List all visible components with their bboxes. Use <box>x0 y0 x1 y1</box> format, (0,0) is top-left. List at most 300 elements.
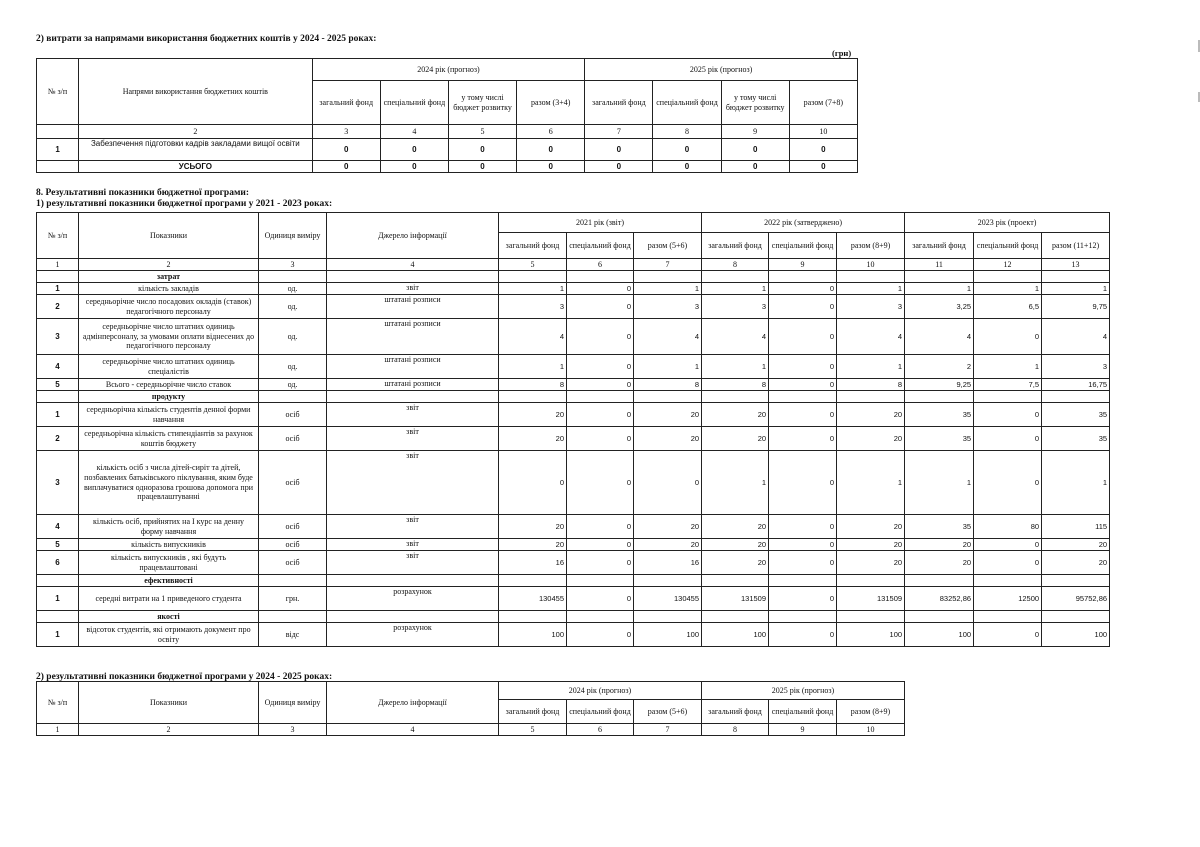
col-unit-header: Одиниця виміру <box>259 213 327 259</box>
total-value: 0 <box>789 161 857 173</box>
column-index: 12 <box>974 259 1042 271</box>
table-row <box>37 403 1110 427</box>
value-cell: 20 <box>905 539 974 551</box>
total-value: 0 <box>653 161 721 173</box>
unit-cell: осіб <box>259 539 327 551</box>
value-cell: 20 <box>634 539 702 551</box>
value-cell: 3 <box>837 295 905 319</box>
empty-cell <box>499 611 567 623</box>
value-cell: 1 <box>974 283 1042 295</box>
indicator-name: кількість осіб з числа дітей-сиріт та дітей, позбавлених батьківського піклування, яким буде виплачуватися одноразова грошова допомога при працевлаштуванні <box>79 451 259 515</box>
table-row <box>37 451 1110 515</box>
unit-cell: од. <box>259 283 327 295</box>
year-2025-header: 2025 рік (прогноз) <box>585 59 858 81</box>
value-cell: 0 <box>567 379 634 391</box>
value-cell: 35 <box>905 515 974 539</box>
indicator-name: середньорічна кількість стипендіантів за рахунок коштів бюджету <box>79 427 259 451</box>
value-cell: 4 <box>837 319 905 355</box>
s8-body <box>37 271 1110 647</box>
value-cell: 35 <box>905 403 974 427</box>
value-cell: 4 <box>634 319 702 355</box>
col-num-header: № з/п <box>37 59 79 125</box>
empty-cell <box>769 271 837 283</box>
column-index: 7 <box>634 724 702 736</box>
year-2022-header: 2022 рік (затверджено) <box>702 213 905 233</box>
value-cell: 0 <box>974 319 1042 355</box>
column-index: 5 <box>448 125 516 139</box>
empty-cell <box>634 575 702 587</box>
column-index: 7 <box>634 259 702 271</box>
value-cell: 0 <box>769 539 837 551</box>
section2024-subheading: 2) результативні показники бюджетної програми у 2024 - 2025 роках: <box>36 672 333 682</box>
value-cell: 20 <box>837 539 905 551</box>
value-cell: 20 <box>702 515 769 539</box>
total-value: 0 <box>721 161 789 173</box>
indicator-name: середньорічна кількість студентів денної форми навчання <box>79 403 259 427</box>
section8-subheading: 1) результативні показники бюджетної програми у 2021 - 2023 роках: <box>36 199 333 209</box>
indicator-name: кількість закладів <box>79 283 259 295</box>
year-2025-header: 2025 рік (прогноз) <box>702 682 905 700</box>
source-cell: штатані розписи <box>327 319 499 355</box>
value-cell: 0 <box>769 515 837 539</box>
empty-cell <box>905 575 974 587</box>
value-cell: 20 <box>499 403 567 427</box>
value-cell: 20 <box>837 515 905 539</box>
total-value: 0 <box>448 161 516 173</box>
value-cell: 0 <box>789 139 857 161</box>
column-index: 8 <box>653 125 721 139</box>
column-index: 4 <box>380 125 448 139</box>
value-cell: 20 <box>837 551 905 575</box>
value-cell: 4 <box>499 319 567 355</box>
column-index: 9 <box>769 724 837 736</box>
total-value: 0 <box>380 161 448 173</box>
value-cell: 0 <box>634 451 702 515</box>
table-row <box>37 295 1110 319</box>
col-header: спеціальний фонд <box>769 700 837 724</box>
value-cell: 20 <box>702 539 769 551</box>
col-header: разом (11+12) <box>1042 233 1110 259</box>
source-cell: розрахунок <box>327 587 499 611</box>
group-row <box>37 271 1110 283</box>
unit-cell: од. <box>259 319 327 355</box>
indicators-2024-2025-table <box>36 681 905 736</box>
col-header: спеціальний фонд <box>567 233 634 259</box>
unit-cell: осіб <box>259 551 327 575</box>
value-cell: 0 <box>585 139 653 161</box>
table-row <box>37 139 858 161</box>
indicator-name: середньорічне число штатних одиниць адмінперсоналу, за умовами оплати віднесених до педагогічного персоналу <box>79 319 259 355</box>
row-number: 1 <box>37 587 79 611</box>
empty-cell <box>259 575 327 587</box>
value-cell: 8 <box>634 379 702 391</box>
empty-cell <box>974 611 1042 623</box>
column-index: 8 <box>702 259 769 271</box>
total-label: УСЬОГО <box>79 161 313 173</box>
source-cell: звіт <box>327 515 499 539</box>
empty-cell <box>1042 271 1110 283</box>
value-cell: 0 <box>721 139 789 161</box>
total-value: 0 <box>585 161 653 173</box>
source-cell: штатані розписи <box>327 355 499 379</box>
value-cell: 4 <box>1042 319 1110 355</box>
empty-cell <box>327 391 499 403</box>
indicator-name: кількість осіб, прийнятих на I курс на денну форму навчання <box>79 515 259 539</box>
row-number: 2 <box>37 295 79 319</box>
value-cell: 1 <box>702 283 769 295</box>
empty-cell <box>837 391 905 403</box>
value-cell: 0 <box>567 539 634 551</box>
col-header: загальний фонд <box>499 233 567 259</box>
unit-cell: відс <box>259 623 327 647</box>
empty-cell <box>37 391 79 403</box>
value-cell: 0 <box>769 379 837 391</box>
col-num-header: № з/п <box>37 213 79 259</box>
value-cell: 0 <box>974 427 1042 451</box>
value-cell: 20 <box>702 403 769 427</box>
column-index: 1 <box>37 724 79 736</box>
column-index: 5 <box>499 259 567 271</box>
table-row <box>37 379 1110 391</box>
column-index: 2 <box>79 259 259 271</box>
empty-cell <box>37 161 79 173</box>
value-cell: 80 <box>974 515 1042 539</box>
value-cell: 4 <box>702 319 769 355</box>
value-cell: 0 <box>567 515 634 539</box>
value-cell: 20 <box>702 427 769 451</box>
group-title: затрат <box>79 271 259 283</box>
col-source-header: Джерело інформації <box>327 682 499 724</box>
value-cell: 0 <box>974 539 1042 551</box>
value-cell: 0 <box>769 403 837 427</box>
section8-heading: 8. Результативні показники бюджетної програми: <box>36 188 250 198</box>
row-number: 4 <box>37 515 79 539</box>
indicators-2021-2023-table <box>36 212 1110 647</box>
value-cell: 35 <box>1042 427 1110 451</box>
value-cell: 1 <box>1042 451 1110 515</box>
empty-cell <box>327 271 499 283</box>
value-cell: 12500 <box>974 587 1042 611</box>
value-cell: 0 <box>380 139 448 161</box>
value-cell: 4 <box>905 319 974 355</box>
spend-heading: 2) витрати за напрямами використання бюджетних коштів у 2024 - 2025 роках: <box>36 34 377 44</box>
indicator-name: Всього - середньорічне число ставок <box>79 379 259 391</box>
value-cell: 20 <box>634 403 702 427</box>
year-2023-header: 2023 рік (проект) <box>905 213 1110 233</box>
empty-cell <box>769 575 837 587</box>
value-cell: 0 <box>567 355 634 379</box>
row-number: 1 <box>37 139 79 161</box>
value-cell: 9,25 <box>905 379 974 391</box>
col-indicator-header: Показники <box>79 682 259 724</box>
col-header: загальний фонд <box>312 81 380 125</box>
value-cell: 0 <box>974 403 1042 427</box>
empty-cell <box>259 391 327 403</box>
row-number: 5 <box>37 379 79 391</box>
col-indicator-header: Показники <box>79 213 259 259</box>
empty-cell <box>634 391 702 403</box>
value-cell: 0 <box>567 587 634 611</box>
table-row <box>37 539 1110 551</box>
value-cell: 20 <box>905 551 974 575</box>
row-number: 1 <box>37 623 79 647</box>
column-index: 7 <box>585 125 653 139</box>
col-header: разом (5+6) <box>634 700 702 724</box>
unit-cell: осіб <box>259 427 327 451</box>
value-cell: 0 <box>974 551 1042 575</box>
value-cell: 35 <box>1042 403 1110 427</box>
empty-cell <box>37 575 79 587</box>
col-header: загальний фонд <box>702 233 769 259</box>
row-number: 5 <box>37 539 79 551</box>
value-cell: 0 <box>567 319 634 355</box>
value-cell: 0 <box>567 551 634 575</box>
column-index <box>37 125 79 139</box>
value-cell: 20 <box>499 539 567 551</box>
empty-cell <box>634 271 702 283</box>
col-source-header: Джерело інформації <box>327 213 499 259</box>
column-index: 10 <box>789 125 857 139</box>
column-index: 4 <box>327 259 499 271</box>
empty-cell <box>499 575 567 587</box>
column-index: 4 <box>327 724 499 736</box>
indicator-name: відсоток студентів, які отримають документ про освіту <box>79 623 259 647</box>
value-cell: 20 <box>1042 551 1110 575</box>
group-row <box>37 391 1110 403</box>
empty-cell <box>37 271 79 283</box>
column-index: 13 <box>1042 259 1110 271</box>
value-cell: 100 <box>905 623 974 647</box>
value-cell: 0 <box>769 295 837 319</box>
empty-cell <box>1042 611 1110 623</box>
value-cell: 100 <box>634 623 702 647</box>
source-cell: звіт <box>327 283 499 295</box>
value-cell: 16,75 <box>1042 379 1110 391</box>
col-header: разом (3+4) <box>517 81 585 125</box>
value-cell: 0 <box>567 403 634 427</box>
row-number: 3 <box>37 451 79 515</box>
value-cell: 16 <box>634 551 702 575</box>
value-cell: 1 <box>499 355 567 379</box>
value-cell: 20 <box>837 427 905 451</box>
column-index: 9 <box>721 125 789 139</box>
value-cell: 8 <box>499 379 567 391</box>
value-cell: 0 <box>567 427 634 451</box>
source-cell: звіт <box>327 451 499 515</box>
source-cell: звіт <box>327 403 499 427</box>
column-index: 11 <box>905 259 974 271</box>
value-cell: 0 <box>653 139 721 161</box>
empty-cell <box>702 271 769 283</box>
value-cell: 1 <box>974 355 1042 379</box>
value-cell: 100 <box>837 623 905 647</box>
value-cell: 131509 <box>837 587 905 611</box>
value-cell: 0 <box>769 587 837 611</box>
total-value: 0 <box>517 161 585 173</box>
value-cell: 16 <box>499 551 567 575</box>
spend-table <box>36 58 858 173</box>
unit-cell: од. <box>259 379 327 391</box>
value-cell: 1 <box>702 451 769 515</box>
column-index: 2 <box>79 724 259 736</box>
col-header: спеціальний фонд <box>974 233 1042 259</box>
value-cell: 100 <box>499 623 567 647</box>
value-cell: 0 <box>769 427 837 451</box>
column-index: 1 <box>37 259 79 271</box>
empty-cell <box>1042 575 1110 587</box>
source-cell: штатані розписи <box>327 295 499 319</box>
source-cell: звіт <box>327 427 499 451</box>
group-title: продукту <box>79 391 259 403</box>
group-row <box>37 575 1110 587</box>
indicator-name: кількість випускників <box>79 539 259 551</box>
empty-cell <box>702 611 769 623</box>
column-index: 10 <box>837 724 905 736</box>
empty-cell <box>702 391 769 403</box>
col-header: загальний фонд <box>905 233 974 259</box>
value-cell: 0 <box>448 139 516 161</box>
spend-total-row <box>37 161 858 173</box>
value-cell: 1 <box>837 451 905 515</box>
row-number: 3 <box>37 319 79 355</box>
s24-index-row <box>37 724 905 736</box>
row-number: 1 <box>37 283 79 295</box>
empty-cell <box>769 391 837 403</box>
empty-cell <box>567 575 634 587</box>
col-header: у тому числі бюджет розвитку <box>448 81 516 125</box>
value-cell: 130455 <box>634 587 702 611</box>
column-index: 3 <box>312 125 380 139</box>
source-cell: розрахунок <box>327 623 499 647</box>
value-cell: 0 <box>769 451 837 515</box>
empty-cell <box>974 391 1042 403</box>
value-cell: 0 <box>769 283 837 295</box>
col-header: спеціальний фонд <box>653 81 721 125</box>
empty-cell <box>702 575 769 587</box>
value-cell: 0 <box>567 295 634 319</box>
s8-index-row <box>37 259 1110 271</box>
column-index: 3 <box>259 259 327 271</box>
year-2024-header: 2024 рік (прогноз) <box>312 59 585 81</box>
column-index: 6 <box>567 259 634 271</box>
group-title: ефективності <box>79 575 259 587</box>
value-cell: 3 <box>634 295 702 319</box>
value-cell: 0 <box>974 623 1042 647</box>
empty-cell <box>259 611 327 623</box>
value-cell: 1 <box>1042 283 1110 295</box>
empty-cell <box>974 575 1042 587</box>
column-index: 9 <box>769 259 837 271</box>
value-cell: 6,5 <box>974 295 1042 319</box>
value-cell: 131509 <box>702 587 769 611</box>
row-number: 6 <box>37 551 79 575</box>
value-cell: 0 <box>974 451 1042 515</box>
table-row <box>37 283 1110 295</box>
column-index: 2 <box>79 125 313 139</box>
column-index: 8 <box>702 724 769 736</box>
value-cell: 0 <box>769 623 837 647</box>
indicator-name: середньорічне число посадових окладів (ставок) педагогічного персоналу <box>79 295 259 319</box>
value-cell: 3 <box>499 295 567 319</box>
column-index: 6 <box>567 724 634 736</box>
value-cell: 1 <box>499 283 567 295</box>
value-cell: 8 <box>702 379 769 391</box>
value-cell: 83252,86 <box>905 587 974 611</box>
unit-cell: од. <box>259 355 327 379</box>
row-number: 2 <box>37 427 79 451</box>
col-header: спеціальний фонд <box>380 81 448 125</box>
direction-name: Забезпечення підготовки кадрів закладами вищої освіти <box>79 139 313 161</box>
empty-cell <box>837 271 905 283</box>
empty-cell <box>37 611 79 623</box>
col-header: у тому числі бюджет розвитку <box>721 81 789 125</box>
column-index: 5 <box>499 724 567 736</box>
value-cell: 3 <box>702 295 769 319</box>
table-row <box>37 427 1110 451</box>
col-header: загальний фонд <box>702 700 769 724</box>
value-cell: 100 <box>1042 623 1110 647</box>
value-cell: 3,25 <box>905 295 974 319</box>
source-cell: звіт <box>327 551 499 575</box>
value-cell: 1 <box>702 355 769 379</box>
value-cell: 1 <box>905 451 974 515</box>
unit-cell: осіб <box>259 403 327 427</box>
group-title: якості <box>79 611 259 623</box>
column-index: 6 <box>517 125 585 139</box>
value-cell: 0 <box>769 319 837 355</box>
indicator-name: кількість випускників , які будуть працевлаштовані <box>79 551 259 575</box>
value-cell: 9,75 <box>1042 295 1110 319</box>
col-header: разом (8+9) <box>837 700 905 724</box>
value-cell: 0 <box>567 283 634 295</box>
year-2021-header: 2021 рік (звіт) <box>499 213 702 233</box>
empty-cell <box>905 391 974 403</box>
empty-cell <box>769 611 837 623</box>
value-cell: 1 <box>634 355 702 379</box>
value-cell: 2 <box>905 355 974 379</box>
table-row <box>37 623 1110 647</box>
indicator-name: середні витрати на 1 приведеного студента <box>79 587 259 611</box>
col-unit-header: Одиниця виміру <box>259 682 327 724</box>
table-row <box>37 587 1110 611</box>
col-header: спеціальний фонд <box>769 233 837 259</box>
value-cell: 0 <box>567 623 634 647</box>
col-num-header: № з/п <box>37 682 79 724</box>
spend-index-row <box>37 125 858 139</box>
value-cell: 1 <box>837 355 905 379</box>
empty-cell <box>499 271 567 283</box>
table-row <box>37 515 1110 539</box>
value-cell: 0 <box>312 139 380 161</box>
column-index: 10 <box>837 259 905 271</box>
table-row <box>37 355 1110 379</box>
col-direction-header: Напрями використання бюджетних коштів <box>79 59 313 125</box>
value-cell: 35 <box>905 427 974 451</box>
value-cell: 0 <box>769 355 837 379</box>
unit-cell: осіб <box>259 515 327 539</box>
source-cell: штатані розписи <box>327 379 499 391</box>
value-cell: 1 <box>905 283 974 295</box>
empty-cell <box>327 575 499 587</box>
col-header: разом (7+8) <box>789 81 857 125</box>
value-cell: 0 <box>517 139 585 161</box>
value-cell: 20 <box>634 515 702 539</box>
empty-cell <box>567 391 634 403</box>
empty-cell <box>499 391 567 403</box>
empty-cell <box>567 611 634 623</box>
unit-cell: осіб <box>259 451 327 515</box>
empty-cell <box>1042 391 1110 403</box>
